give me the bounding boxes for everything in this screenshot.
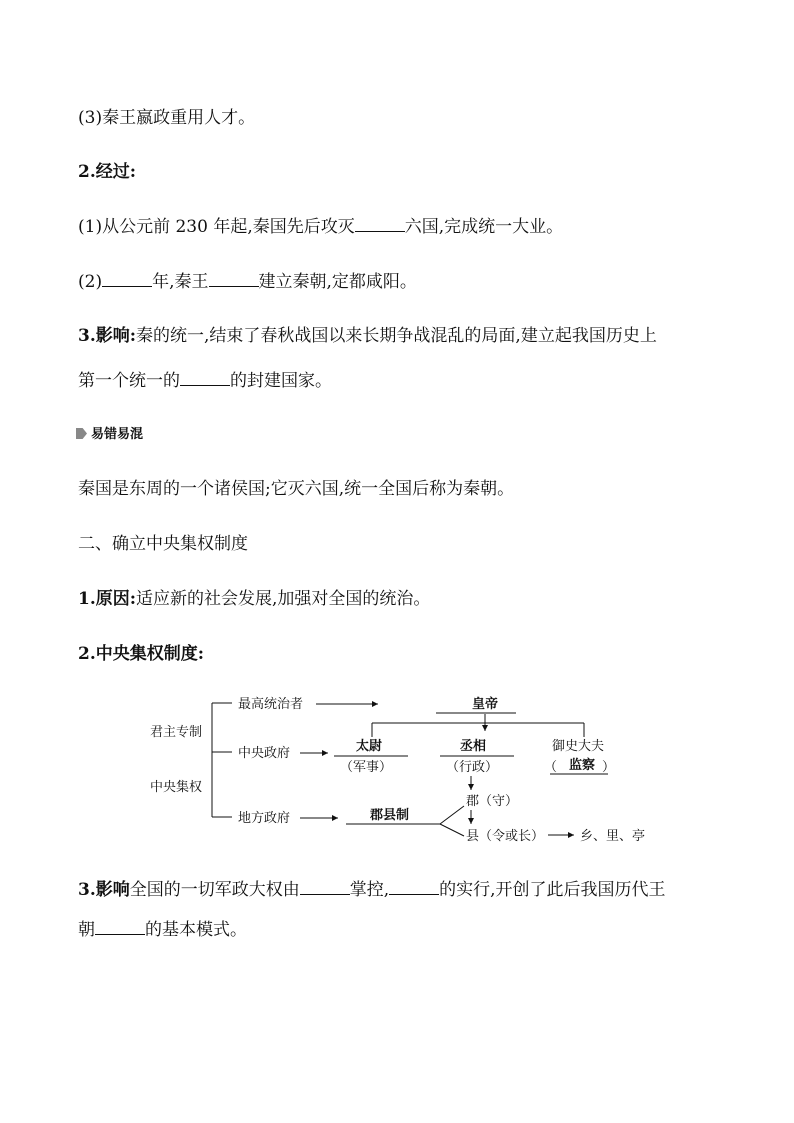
node-chengxiang-role: （行政） <box>446 760 499 775</box>
text: 六国,完成统一大业。 <box>404 217 564 237</box>
text: 年,秦王 <box>152 272 209 292</box>
heading-text: 2.中央集权制度: <box>78 644 205 664</box>
fill-blank[interactable] <box>95 917 145 935</box>
node-emperor: 皇帝 <box>472 697 499 712</box>
text: (3)秦王嬴政重用人才。 <box>78 108 256 128</box>
paren: （ <box>544 760 558 775</box>
text: 朝 <box>78 920 95 940</box>
text: 秦国是东周的一个诸侯国;它灭六国,统一全国后称为秦朝。 <box>78 479 515 499</box>
text: 的基本模式。 <box>145 920 247 940</box>
text-line-11 <box>78 877 666 902</box>
heading-text: 1.原因: <box>78 589 137 609</box>
node-yushi-role: 监察 <box>569 758 596 773</box>
heading-text: 2.经过: <box>78 162 137 182</box>
fill-blank[interactable] <box>389 877 439 895</box>
text: 第一个统一的 <box>78 371 180 391</box>
text: 适应新的社会发展,加强对全国的统治。 <box>136 589 431 609</box>
label-local-government: 地方政府 <box>238 811 291 826</box>
branch-line <box>440 824 464 836</box>
label-central-government: 中央政府 <box>238 746 291 761</box>
text: 的封建国家。 <box>230 371 332 391</box>
label-supreme-ruler: 最高统治者 <box>238 697 304 712</box>
node-taiwei-role: （军事） <box>340 760 393 775</box>
branch-line <box>440 806 464 824</box>
text-line-12 <box>78 917 247 942</box>
text: (1)从公元前 230 年起,秦国先后攻灭 <box>78 217 355 237</box>
node-xiang: 乡、里、亭 <box>580 829 646 844</box>
node-chengxiang: 丞相 <box>460 739 487 754</box>
text: 的实行,开创了此后我国历代王 <box>439 880 666 900</box>
node-jun: 郡（守） <box>466 794 519 809</box>
node-xian: 县（令或长） <box>466 829 545 844</box>
heading-text: 3.影响 <box>78 880 130 900</box>
heading-text: 3.影响: <box>78 326 137 346</box>
label-centralization: 中央集权 <box>150 780 203 795</box>
node-taiwei: 太尉 <box>356 739 383 754</box>
node-yushi: 御史大夫 <box>552 739 605 754</box>
node-junxian: 郡县制 <box>370 808 410 823</box>
fill-blank[interactable] <box>300 877 350 895</box>
text: 建立秦朝,定都咸阳。 <box>258 272 417 292</box>
paren: ） <box>602 760 616 775</box>
text: 二、确立中央集权制度 <box>78 534 248 554</box>
label-monarchy: 君主专制 <box>150 725 203 740</box>
text: 全国的一切军政大权由 <box>129 880 300 900</box>
text: 秦的统一,结束了春秋战国以来长期争战混乱的局面,建立起我国历史上 <box>136 326 657 346</box>
text: (2) <box>78 272 103 292</box>
text: 掌控, <box>349 880 390 900</box>
tag-text: 易错易混 <box>91 427 144 442</box>
